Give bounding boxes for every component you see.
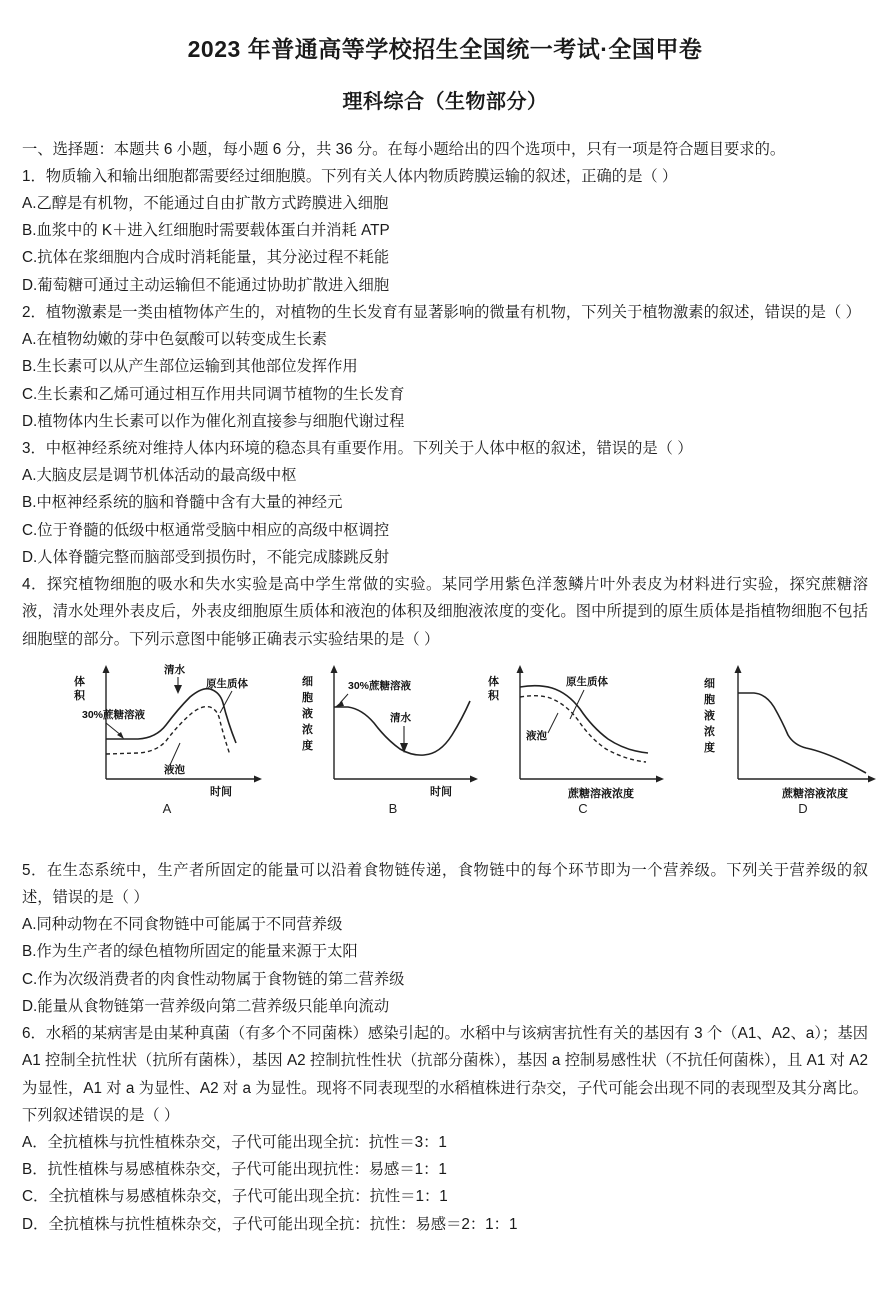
question-3-option-b[interactable]: B.中枢神经系统的脑和脊髓中含有大量的神经元: [22, 494, 343, 512]
figure-d-ylabel-char-5: 度: [704, 741, 715, 754]
figure-b-ylabel-char-1: 细: [302, 675, 313, 688]
figure-a-y-arrow-icon: [103, 665, 110, 673]
figure-d-chart: [690, 661, 890, 801]
question-4-stem: 4．探究植物细胞的吸水和失水实验是高中学生常做的实验。某同学用紫色洋葱鳞片叶外表皮为材料进行实验，探究蔗糖溶液，清水处理外表皮后，外表皮细胞原生质体和液泡的体积及细胞液浓度的变化。图中所提到的原生质体是指植物细胞不包括细胞壁的部分。下列示意图中能够正确表示实验结果的是（ ）: [22, 576, 868, 648]
figure-a-x-arrow-icon: [254, 775, 262, 782]
question-1-stem: 1．物质输入和输出细胞都需要经过细胞膜。下列有关人体内物质跨膜运输的叙述，正确的是（ ）: [22, 167, 678, 185]
figure-d-y-arrow-icon: [735, 665, 742, 673]
question-6-option-b[interactable]: B．抗性植株与易感植株杂交，子代可能出现抗性：易感＝1：1: [22, 1161, 447, 1179]
question-5-option-b[interactable]: B.作为生产者的绿色植物所固定的能量来源于太阳: [22, 943, 358, 961]
figure-a: [60, 661, 275, 816]
figure-b-ylabel-char-5: 度: [302, 739, 313, 752]
question-5-option-a[interactable]: A.同种动物在不同食物链中可能属于不同营养级: [22, 916, 343, 934]
figure-b-ylabel-char-2: 胞: [302, 691, 313, 704]
question-3-option-a[interactable]: A.大脑皮层是调节机体活动的最高级中枢: [22, 467, 297, 485]
figure-a-ylabel-char-2: 积: [74, 689, 85, 702]
figure-c-x-arrow-icon: [656, 775, 664, 782]
figure-b-ylabel-char-3: 液: [302, 707, 313, 720]
figure-c-ylabel-char-2: 积: [488, 689, 499, 702]
figure-b-chart: [290, 661, 495, 801]
figure-d-ylabel-char-1: 细: [704, 677, 715, 690]
figure-c-series-vacuole: [520, 695, 646, 761]
figure-a-leader-vacuole: [170, 743, 180, 765]
figure-c-chart: [480, 661, 690, 801]
page-subtitle: 理科综合（生物部分）: [342, 90, 548, 113]
question-5-stem: 5．在生态系统中，生产者所固定的能量可以沿着食物链传递，食物链中的每个环节即为一个营养级。下列关于营养级的叙述，错误的是（ ）: [22, 861, 868, 906]
figure-a-ylabel-char-1: 体: [74, 675, 85, 688]
question-1-option-a[interactable]: A.乙醇是有机物，不能通过自由扩散方式跨膜进入细胞: [22, 195, 389, 213]
figure-a-annotation-sucrose: 30%蔗糖溶液: [82, 708, 146, 721]
question-3-stem: 3．中枢神经系统对维持人体内环境的稳态具有重要作用。下列关于人体中枢的叙述，错误的是（ ）: [22, 440, 693, 457]
figure-d-letter: D: [798, 800, 808, 816]
figure-b-annotation-water: 清水: [390, 711, 411, 724]
figure-c-y-arrow-icon: [517, 665, 524, 673]
figure-a-arrowhead-water-icon: [174, 685, 182, 694]
question-6-option-d[interactable]: D．全抗植株与抗性植株杂交，子代可能出现全抗：抗性：易感＝2：1：1: [22, 1215, 518, 1233]
figure-d-ylabel-char-2: 胞: [704, 693, 715, 706]
figure-a-letter: A: [162, 800, 172, 816]
figure-b-annotation-sucrose: 30%蔗糖溶液: [348, 679, 412, 692]
figure-a-annotation-water: 清水: [164, 663, 185, 676]
figure-a-annotation-vacuole: 液泡: [164, 763, 185, 776]
figure-c-leader-vacuole: [548, 713, 558, 733]
figure-b-letter: B: [388, 800, 398, 816]
figure-b: [290, 661, 495, 816]
question-1-option-b[interactable]: B.血浆中的 K＋进入红细胞时需要载体蛋白并消耗 ATP: [22, 222, 390, 240]
figure-a-chart: [60, 661, 275, 801]
figure-d-x-arrow-icon: [868, 775, 876, 782]
figure-c-letter: C: [578, 800, 588, 816]
figure-c-annotation-protoplast: 原生质体: [566, 675, 608, 688]
page-title: 2023 年普通高等学校招生全国统一考试·全国甲卷: [187, 36, 703, 62]
figure-c-xlabel: 蔗糖溶液浓度: [568, 787, 634, 800]
exam-body: [22, 136, 868, 653]
exam-body-continued: [22, 857, 868, 1238]
figure-c: [480, 661, 690, 816]
figure-c-leader-protoplast: [570, 690, 584, 719]
figure-d-xlabel: 蔗糖溶液浓度: [782, 787, 848, 800]
question-6-option-a[interactable]: A．全抗植株与抗性植株杂交，子代可能出现全抗：抗性＝3：1: [22, 1133, 447, 1151]
question-3-option-d[interactable]: D.人体脊髓完整而脑部受到损伤时，不能完成膝跳反射: [22, 548, 390, 566]
figure-d-series-cellsap: [738, 693, 866, 773]
question-1-option-c[interactable]: C.抗体在浆细胞内合成时消耗能量，其分泌过程不耗能: [22, 249, 390, 267]
question-2-option-d[interactable]: D.植物体内生长素可以作为催化剂直接参与细胞代谢过程: [22, 412, 405, 430]
question-3-option-c[interactable]: C.位于脊髓的低级中枢通常受脑中相应的高级中枢调控: [22, 521, 390, 539]
figure-c-ylabel-char-1: 体: [488, 675, 499, 688]
figure-a-xlabel: 时间: [210, 785, 232, 798]
figure-b-y-arrow-icon: [331, 665, 338, 673]
figure-d-ylabel-char-3: 液: [704, 709, 715, 722]
section-intro: 一、选择题：本题共 6 小题，每小题 6 分，共 36 分。在每小题给出的四个选项中，只有一项是符合题目要求的。: [22, 140, 786, 158]
figure-a-leader-protoplast: [220, 691, 232, 713]
figure-a-annotation-protoplast: 原生质体: [206, 677, 248, 690]
question-2-option-a[interactable]: A.在植物幼嫩的芽中色氨酸可以转变成生长素: [22, 331, 328, 349]
figure-b-xlabel: 时间: [430, 785, 452, 798]
question-5-option-d[interactable]: D.能量从食物链第一营养级向第二营养级只能单向流动: [22, 997, 390, 1015]
figure-b-leader-sucrose: [340, 694, 348, 703]
question-5-option-c[interactable]: C.作为次级消费者的肉食性动物属于食物链的第二营养级: [22, 970, 405, 988]
question-2-option-c[interactable]: C.生长素和乙烯可通过相互作用共同调节植物的生长发育: [22, 385, 405, 403]
figure-b-ylabel-char-4: 浓: [302, 723, 313, 736]
question-4-figure-group: [22, 661, 868, 831]
figure-c-annotation-vacuole: 液泡: [526, 729, 547, 742]
figure-d: [690, 661, 890, 816]
figure-b-arrowhead-sucrose-icon: [335, 701, 344, 707]
question-2-stem: 2．植物激素是一类由植物体产生的，对植物的生长发育有显著影响的微量有机物，下列关于植物激素的叙述，错误的是（ ）: [22, 303, 861, 321]
question-6-option-c[interactable]: C．全抗植株与易感植株杂交，子代可能出现全抗：抗性＝1：1: [22, 1188, 448, 1206]
question-1-option-d[interactable]: D.葡萄糖可通过主动运输但不能通过协助扩散进入细胞: [22, 276, 390, 294]
figure-c-series-protoplast: [520, 685, 648, 752]
question-2-option-b[interactable]: B.生长素可以从产生部位运输到其他部位发挥作用: [22, 358, 358, 376]
question-6-stem: 6．水稻的某病害是由某种真菌（有多个不同菌株）感染引起的。水稻中与该病害抗性有关的基因有 3 个（A1、A2、a）；基因 A1 控制全抗性状（抗所有菌株），基因 A2 控制抗性性状（抗部分菌株），基因 a 控制易感性状（不抗任何菌株），且 A1 对 A2 为显性，A1 对 a 为显性、A2 对 a 为显性。现将不同表现型的水稻植株进行杂交，子代可能会出现不同的表现型及其分离比。下列叙述错误的是（ ）: [22, 1025, 868, 1124]
figure-d-ylabel-char-4: 浓: [704, 725, 715, 738]
figure-b-x-arrow-icon: [470, 775, 478, 782]
